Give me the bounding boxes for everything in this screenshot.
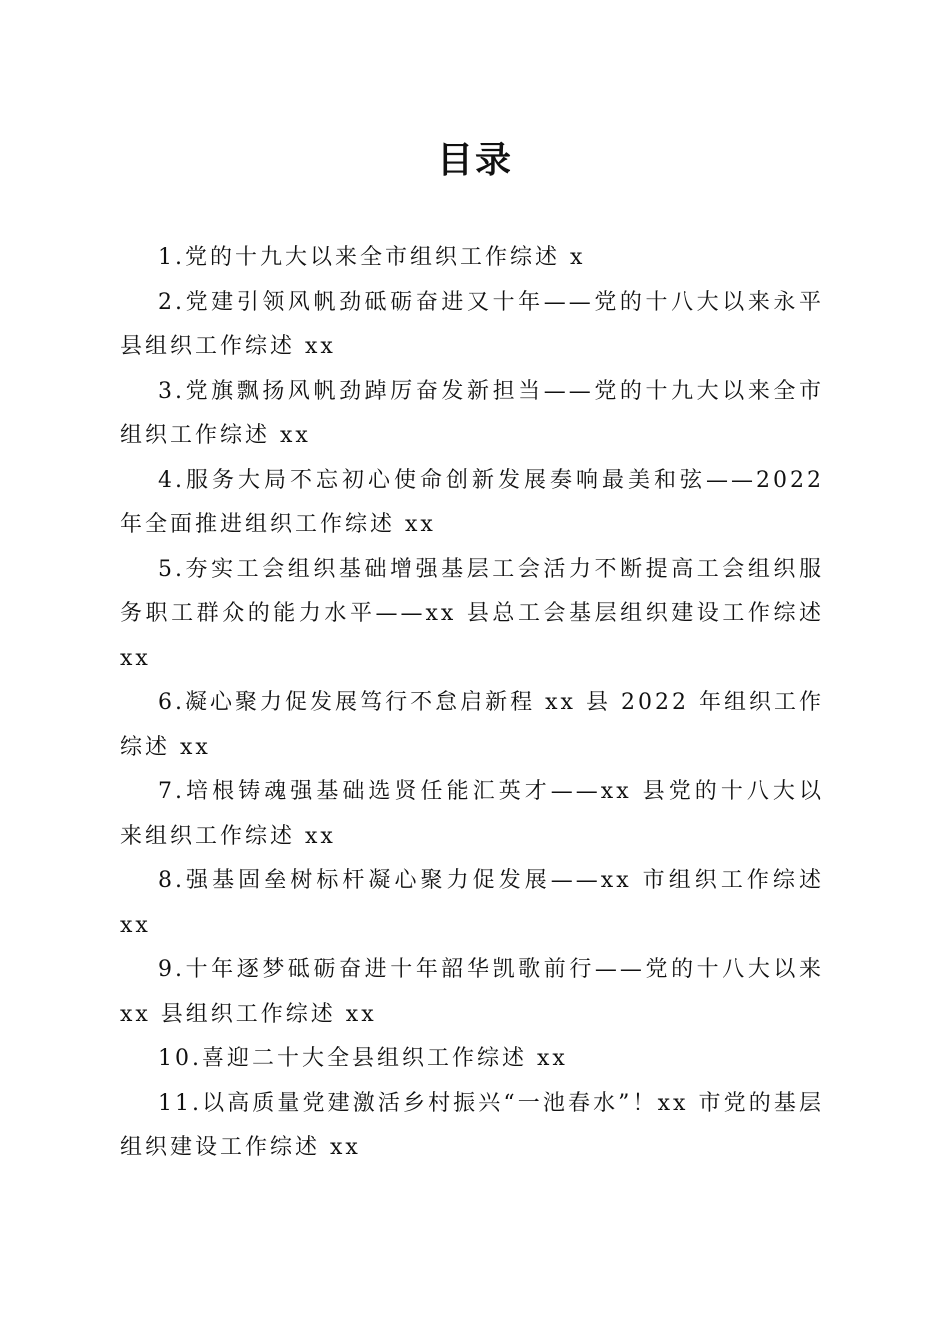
toc-entry-9: 9.十年逐梦砥砺奋进十年韶华凯歌前行——党的十八大以来 xx 县组织工作综述 xx: [120, 957, 824, 1027]
toc-entry-6: 6.凝心聚力促发展笃行不怠启新程 xx 县 2022 年组织工作综述 xx: [120, 690, 824, 760]
toc-entry-3: 3.党旗飘扬风帆劲踔厉奋发新担当——党的十九大以来全市组织工作综述 xx: [120, 378, 824, 448]
toc-entry-5: 5.夯实工会组织基础增强基层工会活力不断提高工会组织服务职工群众的能力水平——xx 县总工会基层组织建设工作综述 xx: [120, 556, 824, 671]
table-of-contents: [120, 236, 824, 1171]
toc-entry-11: 11.以高质量党建激活乡村振兴“一池春水”！xx 市党的基层组织建设工作综述 xx: [120, 1090, 824, 1160]
toc-entry-7: 7.培根铸魂强基础选贤任能汇英才——xx 县党的十八大以来组织工作综述 xx: [120, 779, 824, 849]
toc-entry-2: 2.党建引领风帆劲砥砺奋进又十年——党的十八大以来永平县组织工作综述 xx: [120, 289, 824, 359]
toc-entry-4: 4.服务大局不忘初心使命创新发展奏响最美和弦——2022年全面推进组织工作综述 xx: [120, 467, 824, 537]
toc-entry-10: 10.喜迎二十大全县组织工作综述 xx: [158, 1046, 568, 1071]
toc-entry-1: 1.党的十九大以来全市组织工作综述 x: [158, 245, 586, 270]
toc-entry-8: 8.强基固垒树标杆凝心聚力促发展——xx 市组织工作综述 xx: [120, 868, 824, 938]
page-title: 目录: [436, 139, 513, 181]
